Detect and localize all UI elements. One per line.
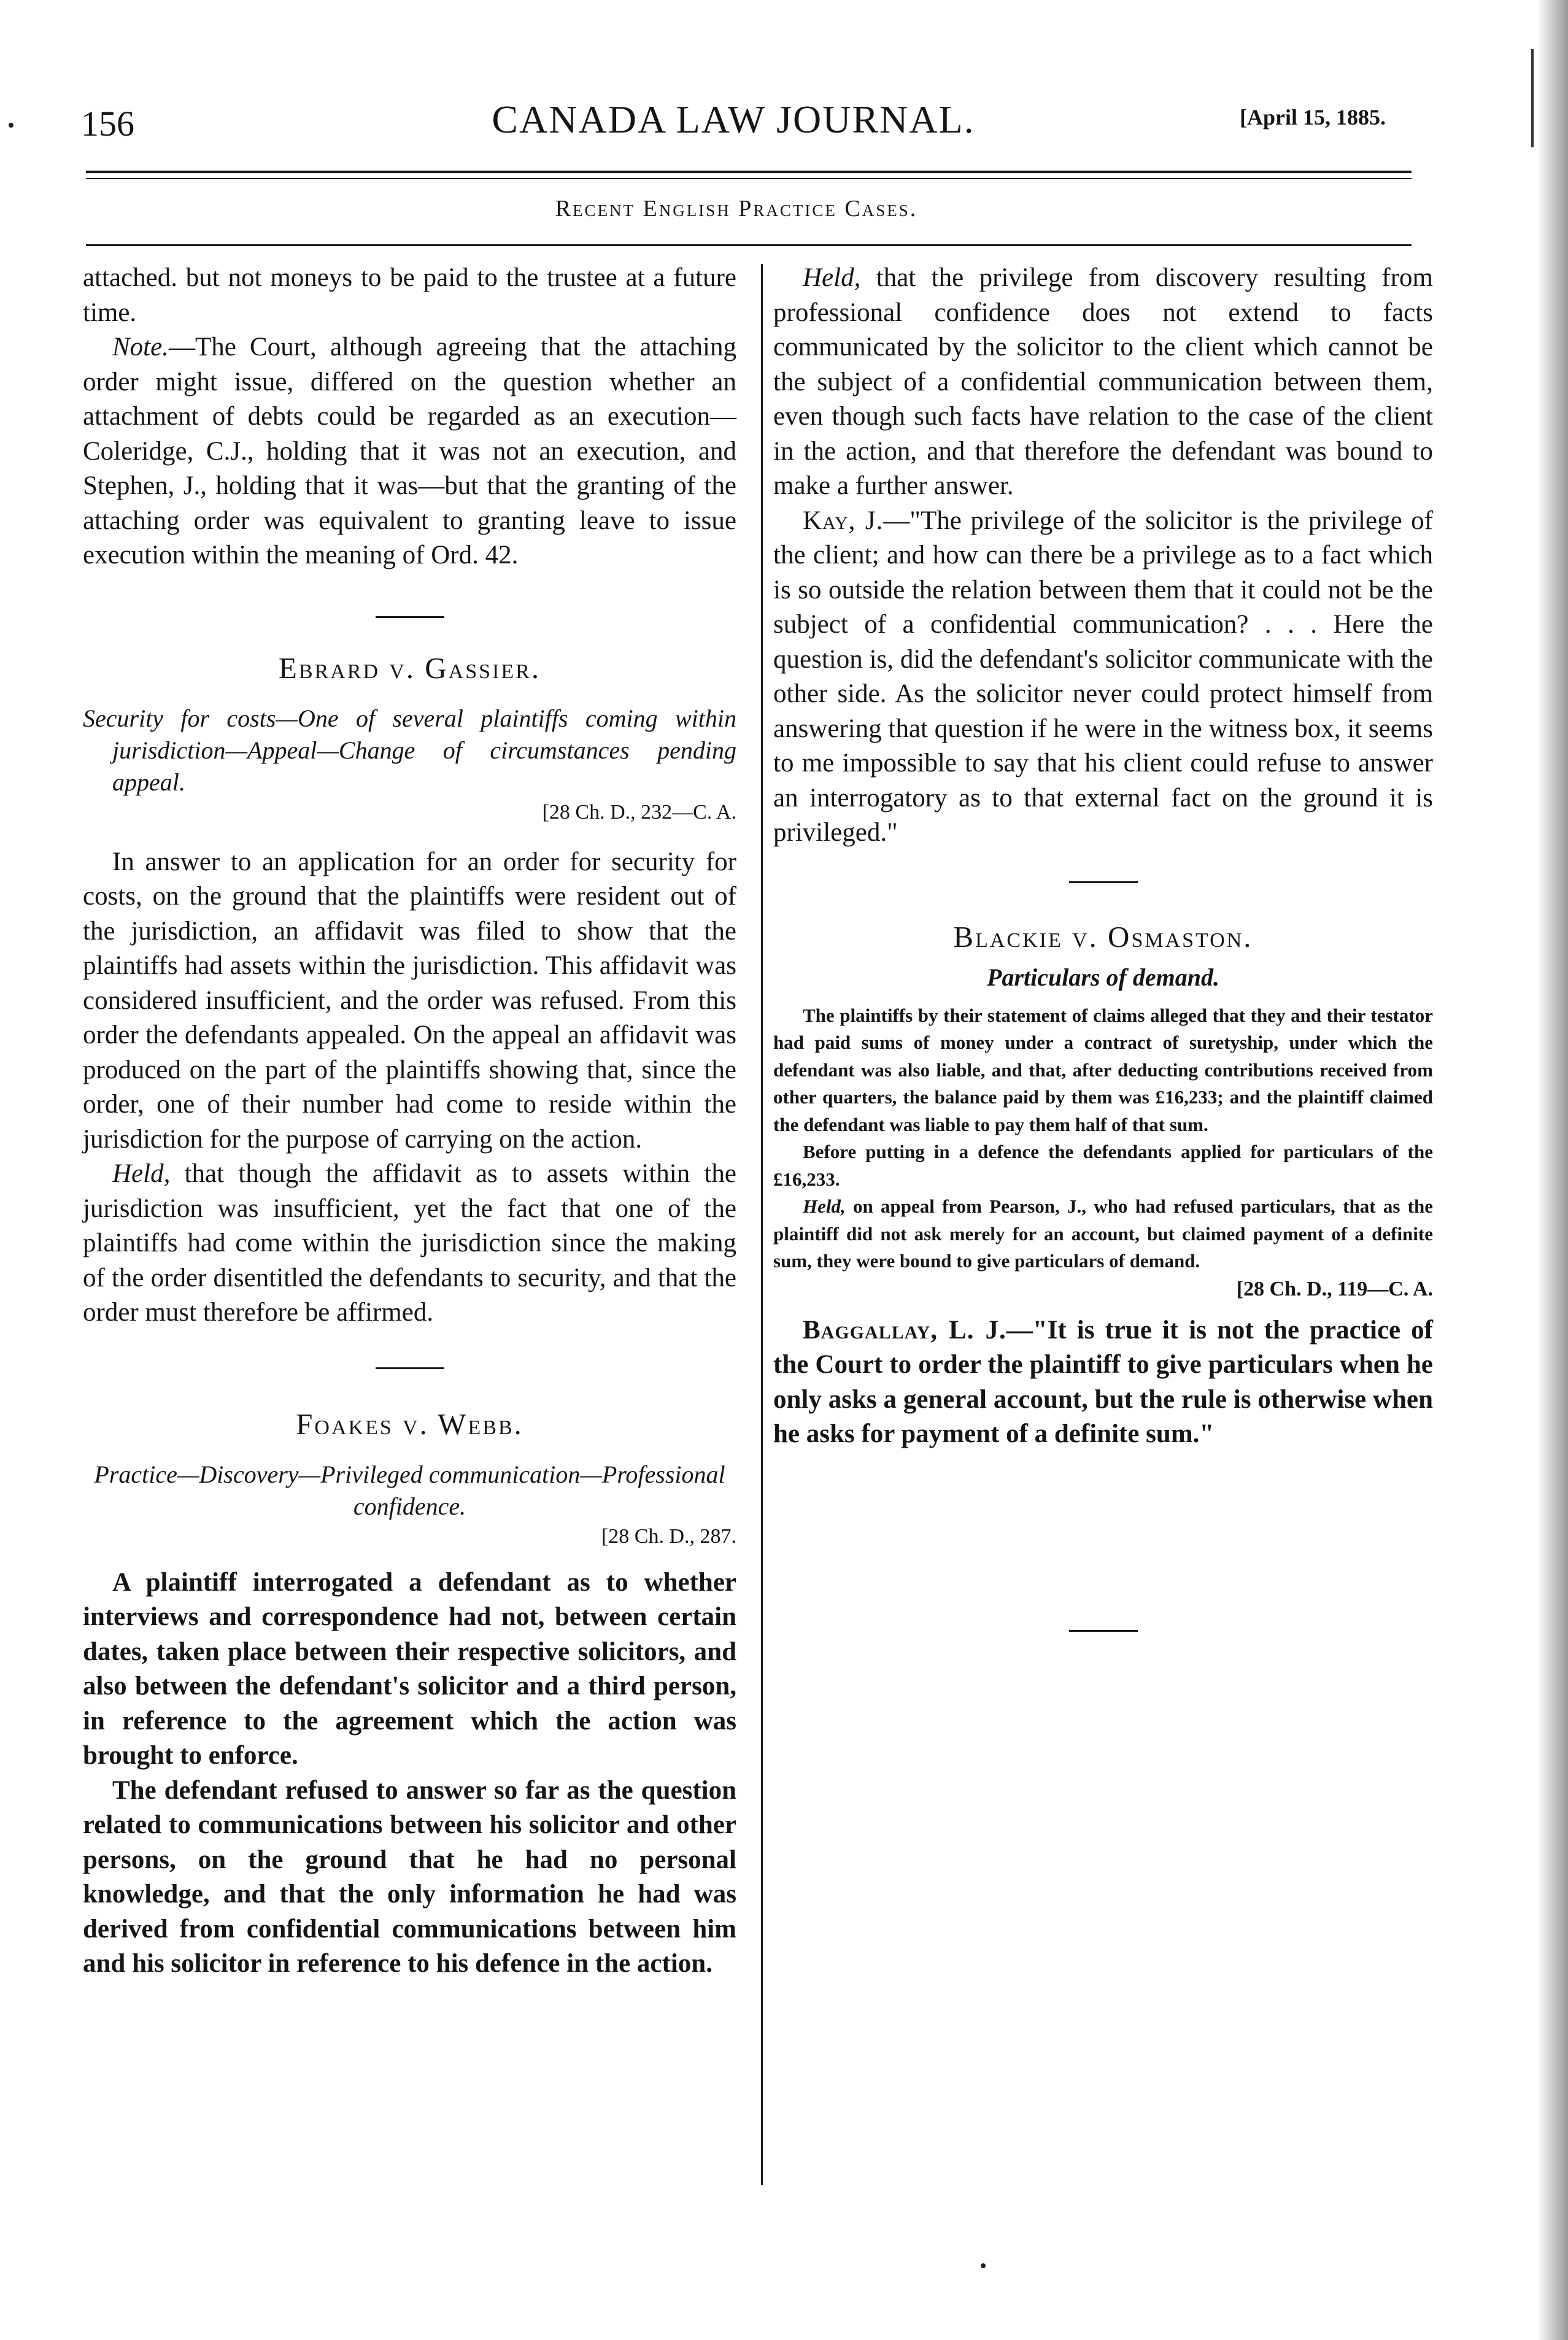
judge-quote: —"The privilege of the solicitor is the privilege of the client; and how can there be a privilege as to a fact which is so outside the relation between them that it could not be the subject of a confidential communication? . . . Here the question is, did the defendant's solicitor communicate with the other side. As the solicitor never could protect himself from answering that question if he were in the witness box, it seems to me impossible to say that his client could refuse to answer an interrogatory as to that external fact on the ground it is privileged." [773,506,1434,847]
held-label: Held, [112,1159,171,1188]
case-paragraph: The plaintiffs by their statement of claims alleged that they and their testator had paid sums of money under a contract of suretyship, under which the defendant was also liable, and that, after deducting contributions received from other quarters, the balance paid by them was £16,233; and the plaintiff claimed the defendant was liable to pay them half of that sum. [773,1004,1433,1135]
case-title: Foakes v. Webb. [296,1407,523,1441]
case-title: Blackie v. Osmaston. [953,919,1253,954]
case-title: Ebrard v. Gassier. [278,651,541,685]
note-text: —The Court, although agreeing that the attaching order might issue, differed on the question whether an attachment of debts could be regarded as an execution—Coleridge, C.J., holding that it was not an execution, and Stephen, J., holding that it was—but that the granting of the attaching order was equivalent to granting leave to issue execution within the meaning of Ord. 42. [83,333,736,570]
case-paragraph: Before putting in a defence the defendants applied for particulars of the £16,233. [773,1141,1433,1190]
page-number: 156 [81,104,134,144]
journal-title: CANADA LAW JOURNAL. [492,98,975,141]
left-column [83,261,736,1982]
case-citation: [28 Ch. D., 119—C. A. [1236,1277,1433,1300]
case-paragraph: In answer to an application for an order for security for costs, on the ground that the plaintiffs were resident out of the jurisdiction, an affidavit was filed to show that the plaintiffs had assets within the jurisdiction. This affidavit was considered insufficient, and the order was refused. From this order the defendants appealed. On the appeal an affidavit was produced on the part of the plaintiffs showing that, since the order, one of their number had come to reside within the jurisdiction for the purpose of carrying on the action. [83,847,736,1154]
held-text: on appeal from Pearson, J., who had refused particulars, that as the plaintiff did not ask merely for an account, but claimed payment of a definite sum, they were bound to give particulars of demand. [773,1195,1433,1272]
column-divider [761,264,763,2185]
judge-name: Kay, J. [803,506,884,535]
case-citation: [28 Ch. D., 232—C. A. [542,800,736,824]
note-label: Note. [112,333,169,361]
page-edge-mark [1531,49,1534,147]
case-citation: [28 Ch. D., 287. [601,1524,736,1548]
held-paragraph [83,1157,736,1330]
held-label: Held, [803,263,861,292]
right-column [773,261,1433,1632]
end-separator [1069,1630,1138,1632]
issue-date: [April 15, 1885. [1240,105,1386,129]
page-edge-shadow [1537,0,1568,2340]
case-paragraph: The defendant refused to answer so far as the question related to communications between his solicitor and other persons, on the ground that he had no personal knowledge, and that the only information he had was derived from confidential communications between him and his solicitor in reference to his defence in the action. [83,1775,736,1978]
section-rule [86,244,1412,246]
header-rule-top [86,171,1412,173]
held-paragraph [773,1193,1433,1275]
stray-dot [981,2263,986,2268]
judge-quote-paragraph [773,504,1433,851]
judge-name: Baggallay, L. J. [803,1315,1006,1345]
held-paragraph [773,261,1433,504]
case-summary [773,1002,1433,1303]
held-label: Held, [803,1195,846,1217]
case-paragraph: A plaintiff interrogated a defendant as to whether interviews and correspondence had not, between certain dates, taken place between their respective solicitors, and also between the defendant's solicitor and a third person, in reference to the agreement which the action was brought to enforce. [83,1567,736,1770]
section-heading: Recent English Practice Cases. [555,196,918,222]
continuation-paragraph: attached. but not moneys to be paid to the trustee at a future time. [83,263,736,327]
judge-quote: —"It is true it is not the practice of the Court to order the plaintiff to give particulars when he only asks a general account, but the rule is otherwise when he asks for payment of a definite sum." [773,1315,1433,1448]
case-subject: Particulars of demand. [987,963,1219,991]
held-text: that the privilege from discovery resulting from professional confidence does not extend to facts communicated by the solicitor to the client which cannot be the subject of a confidential communication between them, even though such facts have relation to the case of the client in the action, and that therefore the defendant was bound to make a further answer. [773,263,1433,500]
case-subject: Security for costs—One of several plaintiffs coming within jurisdiction—Appeal—Change of circumstances pending appeal. [83,704,736,796]
case-subject: Practice—Discovery—Privileged communication—Professional confidence. [94,1460,725,1520]
judge-quote-paragraph [773,1313,1433,1452]
header-rule-bottom [86,178,1412,179]
held-text: that though the affidavit as to assets within the jurisdiction was insufficient, yet the fact that one of the plaintiffs had come within the jurisdiction since the making of the order disentitled the defendants to security, and that the order must therefore be affirmed. [83,1159,736,1327]
note-paragraph [83,330,736,573]
